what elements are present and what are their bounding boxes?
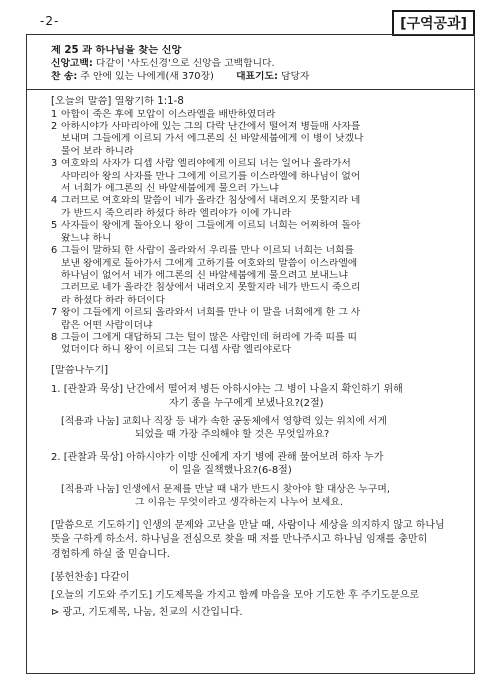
- page-number: -2-: [40, 14, 60, 28]
- verse-7: [51, 307, 462, 332]
- verse-text: 었더이다 하니 왕이 이르되 그는 디셉 사람 엘리야로다: [61, 344, 292, 356]
- verse-number: 1: [51, 108, 58, 120]
- hymn-text: 주 안에 있는 나에게(새 370장): [80, 70, 214, 82]
- verse-text: 서 너희가 에그론의 신 바알세붑에게 물으러 가느냐: [61, 183, 279, 195]
- closing-prayer-text: 인생의 문제와 고난을 만날 때, 사람이나 세상을 의지하지 않고 하나님: [142, 519, 445, 531]
- application-text: 교회나 직장 등 내가 속한 공동체에서 영향력 있는 위치에 서게: [122, 415, 387, 427]
- closing-prayer-text: 뜻을 구하게 하소서. 하나님을 전심으로 찾을 때 저를 만나주시고 하나님 임재를 충만히: [51, 534, 428, 546]
- verse-2: [51, 121, 462, 158]
- divider: [27, 89, 474, 90]
- prayer-leader-text: 담당자: [281, 70, 310, 82]
- application-2: [51, 483, 462, 509]
- lesson-title: 제 25 과 하나님을 찾는 신앙: [51, 45, 182, 56]
- verse-text: 그들이 말하되 한 사람이 올라와서 우리를 만나 이르되 너희는 너희를: [61, 245, 355, 257]
- verse-8: [51, 332, 462, 357]
- closing-prayer: [51, 519, 462, 563]
- offering-hymn-label: [봉헌찬송]: [51, 571, 98, 583]
- question-1: [51, 383, 462, 410]
- verse-text: 보내며 그들에게 이르되 가서 에그론의 신 바알세붑에게 이 병이 낫겠나: [61, 133, 364, 145]
- verse-6: [51, 245, 462, 307]
- verse-text: 사자들이 왕에게 돌아오니 왕이 그들에게 이르되 너희는 어찌하여 돌아: [61, 220, 361, 232]
- scripture-heading: [51, 96, 462, 108]
- question-text: 1. [관찰과 묵상] 난간에서 떨어져 병든 아하시야는 그 병이 나을지 확인하기 위해: [51, 384, 403, 396]
- scripture-reference: 열왕기하 1:1-8: [114, 96, 184, 108]
- verse-text: 왔느냐 하니: [61, 232, 112, 244]
- confession-row: [51, 58, 462, 70]
- verse-text: 라 하셨다 하라 하더이다: [61, 294, 165, 306]
- prayer-leader-label: 대표기도:: [236, 70, 278, 82]
- verse-number: 5: [51, 220, 58, 232]
- verse-text: 하나님이 없어서 네가 에그론의 신 바알세붑에게 물으려고 보내느냐: [61, 269, 348, 281]
- verse-text: 가 반드시 죽으리라 하셨다 하라 엘리야가 이에 가니라: [61, 207, 292, 219]
- closing-section: [51, 571, 462, 621]
- question-text: 자기 종을 누구에게 보냈나요?(2절): [169, 397, 324, 409]
- application-label: [적용과 나눔]: [61, 483, 120, 495]
- verse-list: [51, 109, 462, 357]
- verse-number: 3: [51, 158, 58, 170]
- question-text: 2. [관찰과 묵상] 아하시야가 이방 신에게 자기 병에 관해 물어보려 하자 누가: [51, 451, 384, 463]
- lords-prayer-label: [오늘의 기도와 주기도]: [51, 590, 153, 602]
- verse-text: 그러므로 네가 올라간 침상에서 내려오지 못할지라 네가 반드시 죽으리: [61, 282, 361, 294]
- verse-text: 물어 보라 하니라: [61, 145, 134, 157]
- closing-prayer-label: [말씀으로 기도하기]: [51, 519, 140, 531]
- verse-text: 람은 어떤 사람이더냐: [61, 319, 153, 331]
- verse-text: 보낸 왕에게로 돌아가서 그에게 고하기를 여호와의 말씀이 이스라엘에: [61, 257, 358, 269]
- application-label: [적용과 나눔]: [61, 415, 120, 427]
- verse-3: [51, 158, 462, 195]
- application-text: 인생에서 문제를 만날 때 내가 반드시 찾아야 할 대상은 누구며,: [122, 483, 390, 495]
- announcements-text: ⊳ 광고, 기도제목, 나눔, 친교의 시간입니다.: [51, 606, 243, 618]
- verse-1: [51, 109, 462, 121]
- lords-prayer-row: [51, 589, 462, 604]
- application-text: 그 이유는 무엇이라고 생각하는지 나누어 보세요.: [135, 496, 343, 508]
- verse-5: [51, 220, 462, 245]
- verse-text: 사마리아 왕의 사자를 만나 그에게 이르기를 이스라엘에 하나님이 없어: [61, 170, 361, 182]
- verse-number: 4: [51, 195, 58, 207]
- verse-text: 아합이 죽은 후에 모압이 이스라엘을 배반하였더라: [61, 108, 276, 120]
- verse-number: 2: [51, 121, 58, 133]
- closing-prayer-text: 경험하게 하실 줄 믿습니다.: [51, 548, 170, 560]
- section-tag: [구역공과]: [392, 10, 475, 36]
- lesson-frame: [26, 34, 475, 674]
- application-text: 되었을 때 가장 주의해야 할 것은 무엇일까요?: [135, 428, 330, 440]
- verse-text: 그러므로 여호와의 말씀이 네가 올라간 침상에서 내려오지 못할지라 네: [61, 195, 361, 207]
- hymn-label: 찬 송:: [51, 70, 78, 82]
- verse-4: [51, 195, 462, 220]
- scripture-label: [오늘의 말씀]: [51, 96, 112, 108]
- verse-text: 왕이 그들에게 이르되 올라와서 너희를 만나 이 말을 너희에게 한 그 사: [61, 307, 361, 319]
- confession-label: 신앙고백:: [51, 58, 93, 70]
- confession-text: 다같이 '사도신경'으로 신앙을 고백합니다.: [95, 58, 275, 70]
- question-2: [51, 451, 462, 478]
- verse-number: 7: [51, 307, 58, 319]
- offering-hymn-row: [51, 571, 462, 586]
- verse-number: 8: [51, 331, 58, 343]
- question-text: 이 일을 질책했나요?(6-8절): [169, 465, 292, 477]
- verse-number: 6: [51, 245, 58, 257]
- hymn-row: [51, 71, 462, 83]
- verse-text: 그들이 그에게 대답하되 그는 털이 많은 사람인데 허리에 가죽 띠를 띠: [61, 331, 358, 343]
- sharing-heading: [말씀나누기]: [51, 364, 109, 376]
- lords-prayer-text: 기도제목을 가지고 함께 마음을 모아 기도한 후 주기도문으로: [155, 590, 420, 602]
- verse-text: 아하시야가 사마리아에 있는 그의 다락 난간에서 떨어져 병들매 사자를: [61, 121, 361, 133]
- verse-text: 여호와의 사자가 디셉 사람 엘리야에게 이르되 너는 일어나 올라가서: [61, 158, 351, 170]
- application-1: [51, 415, 462, 441]
- offering-hymn-text: 다같이: [100, 571, 130, 583]
